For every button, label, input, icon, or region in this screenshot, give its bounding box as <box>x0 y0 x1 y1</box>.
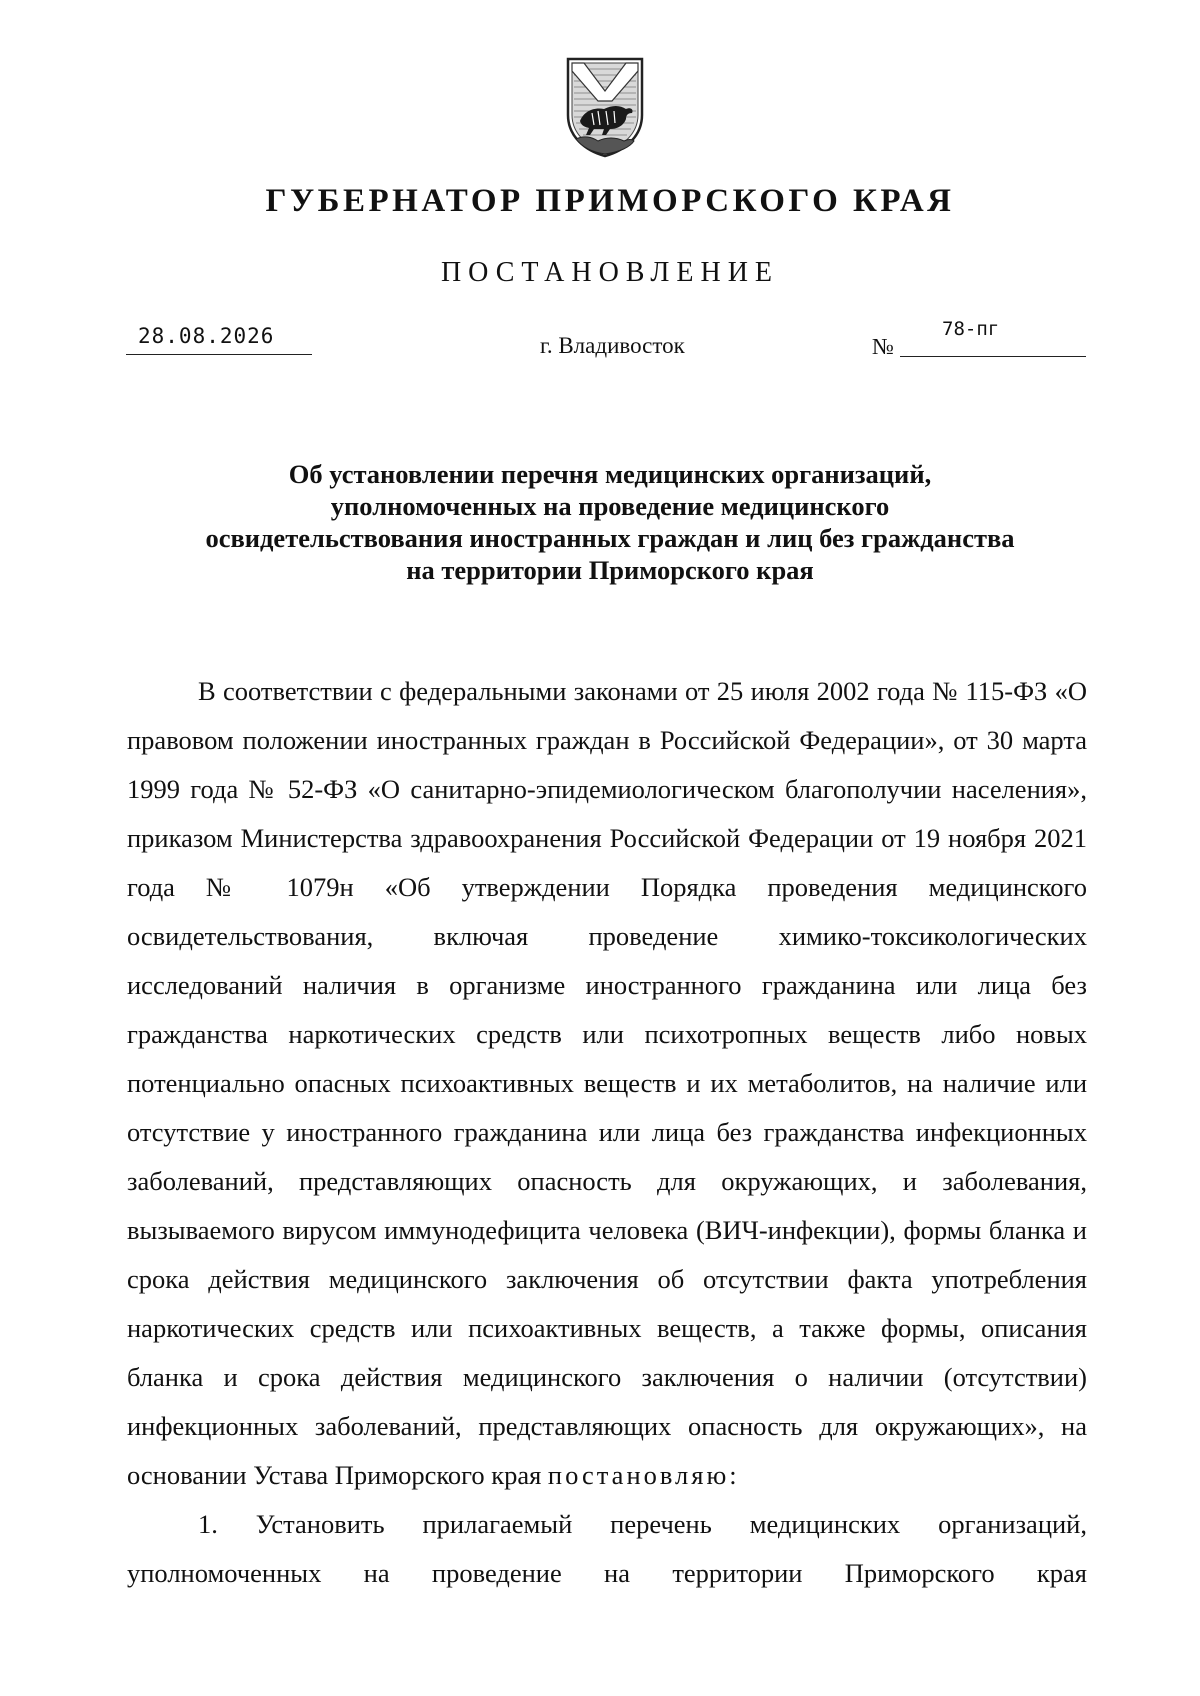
coat-of-arms-icon <box>562 55 648 159</box>
document-body <box>127 667 1087 1598</box>
document-number: 78-пг <box>942 318 1000 340</box>
document-place: г. Владивосток <box>540 333 685 358</box>
preamble-text: В соответствии с федеральными законами от 25 июля 2002 года № 115-ФЗ «О правовом положении иностранных граждан в Российской Федерации», от 30 марта 1999 года № 52-ФЗ «О санитарно-эпидемиологическом благополучии населения», приказом Министерства здравоохранения Российской Федерации от 19 ноября 2021 года № 1079н «Об утверждении Порядка проведения медицинского освидетельствования, включая проведение химико-токсикологических исследований наличия в организме иностранного гражданина или лица без гражданства наркотических средств или психотропных веществ либо новых потенциально опасных психоактивных веществ и их метаболитов, на наличие или отсутствие у иностранного гражданина или лица без гражданства инфекционных заболеваний, представляющих опасность для окружающих, и заболевания, вызываемого вирусом иммунодефицита человека (ВИЧ-инфекции), формы бланка и срока действия медицинского заключения об отсутствии факта употребления наркотических средств или психоактивных веществ, а также формы, описания бланка и срока действия медицинского заключения о наличии (отсутствии) инфекционных заболеваний, представляющих опасность для окружающих», на основании Устава Приморского края <box>127 676 1087 1490</box>
document-type: ПОСТАНОВЛЕНИЕ <box>440 257 780 288</box>
number-sign: № <box>872 334 894 359</box>
document-number-field <box>900 320 1086 357</box>
body-paragraph-item-1: 1. Установить прилагаемый перечень медицинских организаций, уполномоченных на проведение на территории Приморского края <box>127 1509 1087 1588</box>
document-date: 28.08.2026 <box>138 324 275 348</box>
document-date-field <box>126 320 312 355</box>
document-meta-row <box>0 320 1200 364</box>
body-paragraph-preamble <box>127 667 1087 1500</box>
document-title: Об установлении перечня медицинских организаций, уполномоченных на проведение медицинского освидетельствования иностранных граждан и лиц без гражданства на территории Приморского края <box>205 459 1015 585</box>
issuing-authority: ГУБЕРНАТОР ПРИМОРСКОГО КРАЯ <box>265 183 955 219</box>
preamble-end: : <box>729 1460 737 1490</box>
decree-word: постановляю <box>547 1460 730 1490</box>
